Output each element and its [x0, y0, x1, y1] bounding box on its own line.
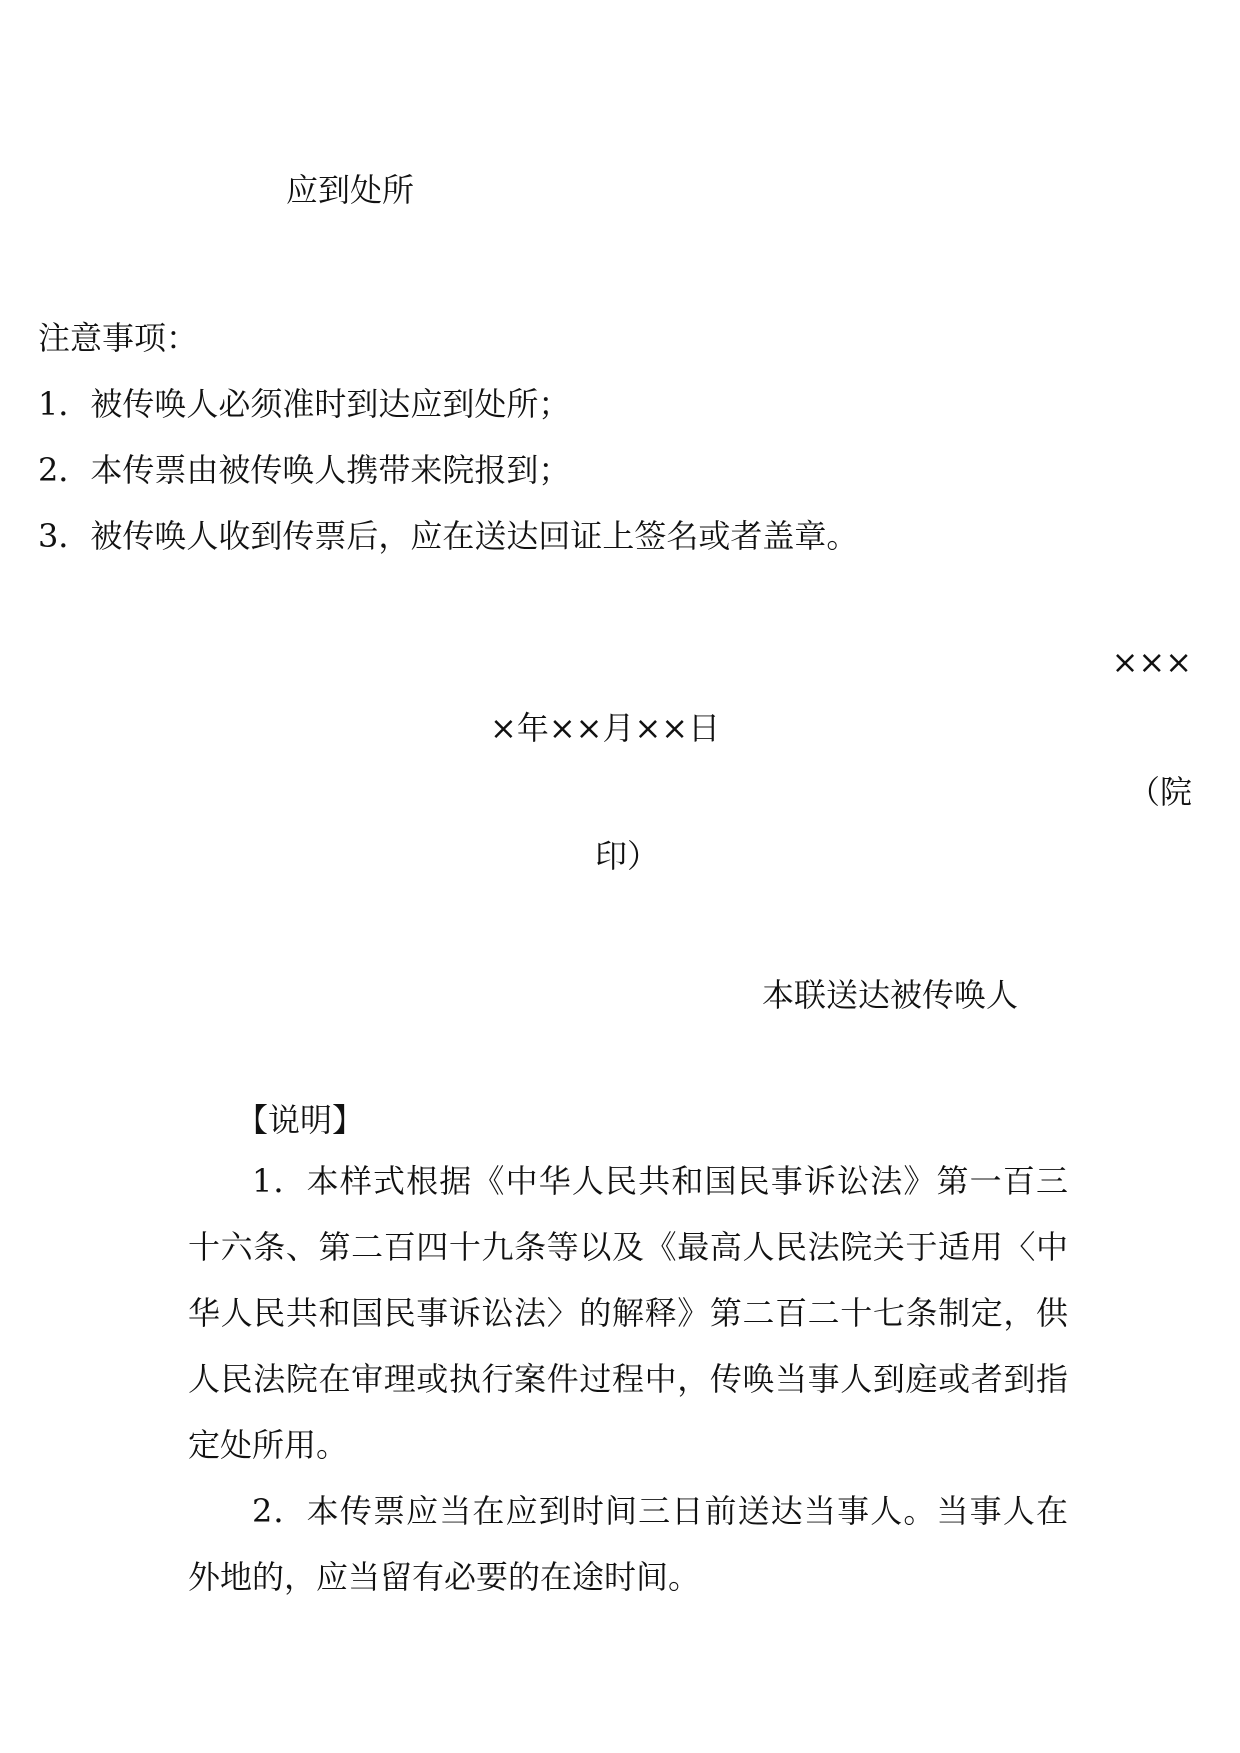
explanation-heading: 【说明】 — [236, 1101, 365, 1139]
seal-note-part1: （院 — [1127, 773, 1192, 811]
explanation-paragraph: 2．本传票应当在应到时间三日前送达当事人。当事人在外地的，应当留有必要的在途时间。 — [188, 1492, 1068, 1596]
location-label: 应到处所 — [286, 171, 415, 209]
signature-person: ××× — [1111, 643, 1192, 681]
signature-date: ×年××月××日 — [490, 709, 721, 747]
explanation-paragraph: 1．本样式根据《中华人民共和国民事诉讼法》第一百三十六条、第二百四十九条等以及《最高人民法院关于适用〈中华人民共和国民事诉讼法〉的解释》第二百二十七条制定，供人民法院在审理或执行案件过程中，传唤当事人到庭或者到指定处所用。 — [188, 1162, 1068, 1464]
notice-item: 3．被传唤人收到传票后，应在送达回证上签名或者盖章。 — [38, 517, 859, 555]
copy-destination-note: 本联送达被传唤人 — [762, 976, 1019, 1014]
notice-heading: 注意事项： — [38, 319, 199, 357]
seal-note-part2: 印） — [595, 837, 660, 875]
notice-item: 2．本传票由被传唤人携带来院报到； — [38, 451, 571, 489]
notice-item: 1．被传唤人必须准时到达应到处所； — [38, 385, 571, 423]
